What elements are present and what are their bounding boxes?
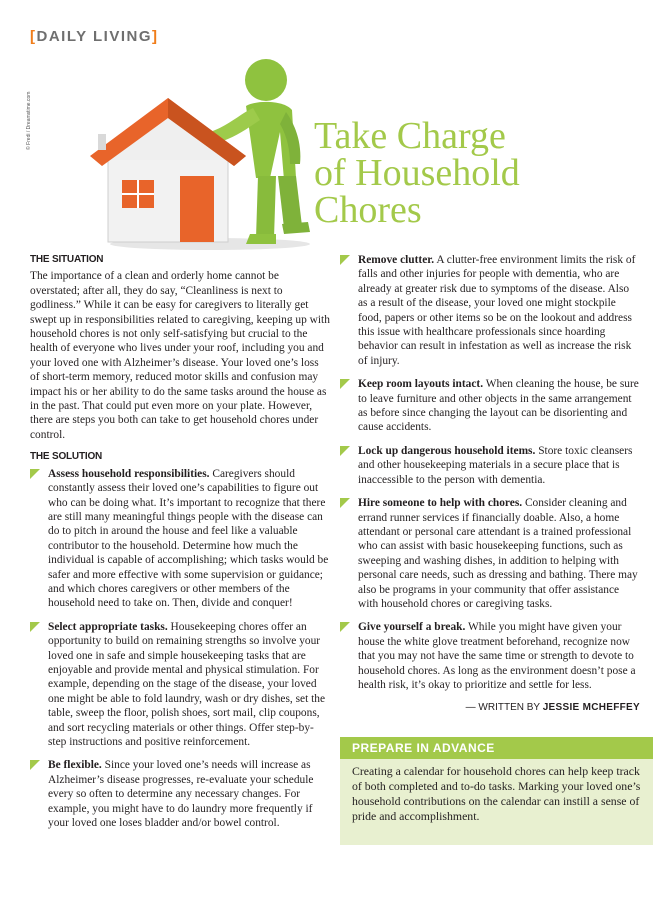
item-lead: Lock up dangerous household items.	[358, 444, 536, 457]
arrow-bullet-icon	[340, 622, 350, 632]
solution-heading: THE SOLUTION	[30, 451, 103, 463]
sidebar-text: Creating a calendar for household chores can help keep track of both completed and to-do tasks. Marking your loved one’s household contributions on the calendar can instill a sense of pride and accomplishment.	[352, 764, 641, 823]
solution-item	[340, 377, 640, 435]
photo-credit: © Fredi / Dreamstime.com	[26, 91, 32, 150]
title-line-1: Take Charge	[314, 115, 506, 157]
situation-text: The importance of a clean and orderly home cannot be overstated; after all, they do say, “Cleanliness is next to godliness.” While it can be easy for caregivers to literally get swept up in responsibilities related to caregiving, keeping up with household chores is not only self-satisfying but crucial to the health of everyone who lives under your roof, including you and your loved one with Alzheimer’s disease. Your loved one’s loss of short-term memory, reduced motor skills and confusion may impact his or her ability to do the same tasks around the house as in the past. That could put even more on your plate. However, there are steps you both can take to get household chores under control.	[30, 270, 330, 441]
page-title	[314, 115, 654, 231]
byline	[340, 701, 640, 715]
byline-prefix: — WRITTEN BY	[465, 702, 543, 714]
left-column	[30, 253, 330, 839]
solution-item	[30, 620, 330, 750]
item-lead: Remove clutter.	[358, 254, 435, 266]
solution-item	[30, 758, 330, 830]
arrow-bullet-icon	[30, 469, 40, 479]
house-figure-illustration	[70, 48, 330, 253]
arrow-bullet-icon	[340, 446, 350, 456]
arrow-bullet-icon	[30, 760, 40, 770]
item-text: Housekeeping chores offer an opportunity to build on remaining strengths so involve your loved one in safe and simple housekeeping tasks that are enjoyable and provide mental and physical stimulation. For example, depending on the stage of the disease, your loved one might be able to fold laundry, wash or dry dishes, set the table, sweep the floor, polish shoes, sort mail, clip coupons, and sort recycling materials or other things. Offer step-by-step instructions and positive reinforcement.	[48, 620, 326, 748]
tag-bracket-open: [	[30, 28, 37, 45]
byline-author: JESSIE MCHEFFEY	[542, 702, 640, 714]
tag-bracket-close: ]	[152, 28, 159, 45]
solution-item	[340, 444, 640, 487]
item-text: Caregivers should constantly assess their loved one’s capabilities to figure out who can be doing what. It’s important to recognize that there are still many meaningful things people with the disease can do to pitch in around the house and feel like a valuable contributor to the household. Determine how much the individual is capable of accomplishing; which tasks would be safer and more effective with some supervision or guidance; and which chores caregivers or other members of the household need to take on. Then, divide and conquer!	[48, 467, 329, 610]
item-text: Since your loved one’s needs will increase as Alzheimer’s disease progresses, re-evaluate your schedule every so often to determine any necessary changes. For example, you might have to do laundry more frequently if your loved one loses bladder and/or bowel control.	[48, 759, 314, 830]
item-text: Store toxic cleansers and other housekeeping materials in a secure place that is inaccessible to the person with dementia.	[358, 444, 633, 486]
situation-heading: THE SITUATION	[30, 254, 104, 265]
arrow-bullet-icon	[340, 379, 350, 389]
section-tag	[30, 28, 159, 45]
solution-item	[340, 253, 640, 368]
item-lead: Give yourself a break.	[358, 621, 466, 634]
item-text: When cleaning the house, be sure to leave furniture and other objects in the same arrangement as before since changing the layout can be disorienting and cause accidents.	[358, 378, 639, 434]
item-text: Consider cleaning and errand runner services if financially doable. Also, a home attendant or personal care attendant is a trained professional who can assist with basic housekeeping functions, such as sweeping and washing dishes, in addition to helping with personal care needs, such as dressing and bathing. There may also be programs in your community that offer assistance with household chores or caregiving tasks.	[358, 497, 638, 610]
item-text: A clutter-free environment limits the risk of falls and other injuries for people with dementia, who are already at greater risk due to symptoms of the disease. Also as a result of the disease, your loved one might stockpile food, papers or other items so be on the lookout and address this issue with healthcare professionals since hoarding behavior can result in infestation as well as increase the risk of injury.	[358, 254, 636, 367]
item-lead: Hire someone to help with chores.	[358, 497, 523, 510]
arrow-bullet-icon	[340, 255, 350, 265]
item-lead: Assess household responsibilities.	[48, 467, 210, 480]
solution-item	[340, 620, 640, 692]
item-text: While you might have given your house the white glove treatment beforehand, recognize now that you may not have the same time or strength to devote to household chores. As long as the environment doesn’t pose a health risk, it’s okay to prioritize and settle for less.	[358, 621, 636, 691]
tag-word: DAILY LIVING	[36, 28, 153, 45]
title-line-2: of Household	[314, 152, 520, 194]
arrow-bullet-icon	[30, 622, 40, 632]
title-line-3: Chores	[314, 189, 422, 231]
sidebar-heading: PREPARE IN ADVANCE	[340, 737, 653, 759]
solution-item	[30, 467, 330, 611]
item-lead: Keep room layouts intact.	[358, 378, 484, 391]
sidebar-box	[340, 737, 653, 845]
right-column	[340, 253, 640, 716]
item-lead: Select appropriate tasks.	[48, 620, 168, 633]
item-lead: Be flexible.	[48, 759, 102, 772]
house-icon	[90, 98, 246, 242]
arrow-bullet-icon	[340, 498, 350, 508]
solution-item	[340, 496, 640, 611]
